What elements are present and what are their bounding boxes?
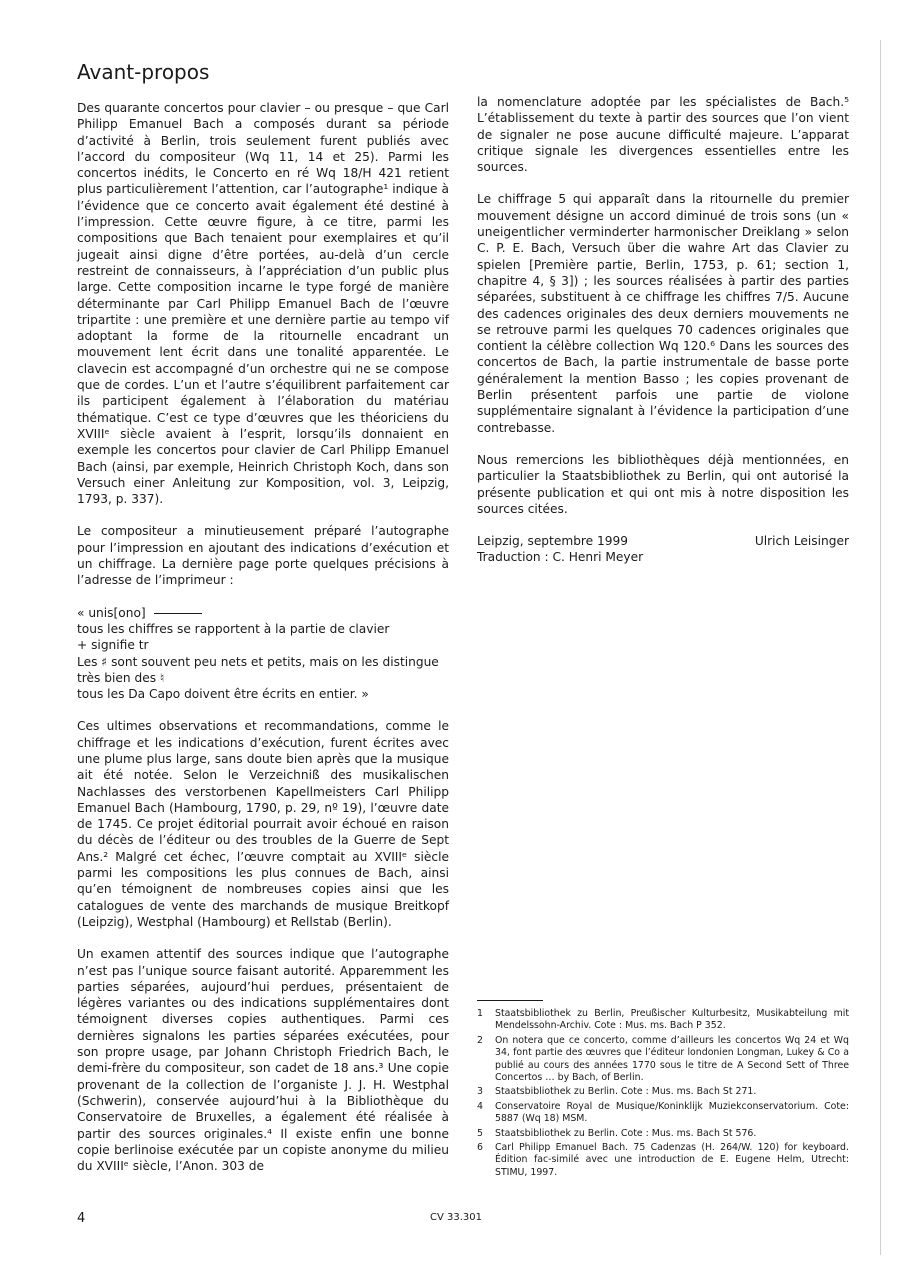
footnote-number: 6: [477, 1142, 483, 1154]
paragraph-intro: Des quarante concertos pour clavier – ou presque – que Carl Philipp Emanuel Bach a composés durant sa période d’activité à Berlin, trois seulement furent publiés avec l’accord du compositeur (Wq 11, 14 et 25). Parmi les concertos inédits, le Concerto en ré Wq 18/H 421 retient plus particulièrement l’attention, car l’autographe¹ indique à l’évidence que ce concerto avait également été destiné à l’impression. Cette œuvre figure, à ce titre, parmi les compositions que Bach tenaient pour exemplaires et qu’il jugeait ainsi digne d’être portées, au-delà d’un cercle restreint de connaisseurs, à l’appréciation d’un public plus large. Cette composition incarne le type forgé de manière déterminante par Carl Philipp Emanuel Bach de l’œuvre tripartite : une première et une dernière partie au tempo vif adoptant la forme de la ritournelle encadrant un mouvement lent écrit dans une tonalité apparentée. Le clavecin est accompagné d’un orchestre qui ne se compose que de cordes. L’un et l’autre s’équilibrent parfaitement car ils participent également à l’élaboration du matériau thématique. C’est ce type d’œuvres que les théoriciens du XVIIIᵉ siècle avaient à l’esprit, lorsqu’ils donnaient en exemple les concertos pour clavier de Carl Philipp Emanuel Bach (ainsi, par exemple, Heinrich Christoph Koch, dans son Versuch einer Anleitung zur Komposition, vol. 3, Leipzig, 1793, p. 337).: [77, 101, 449, 507]
footnote-text: Staatsbibliothek zu Berlin, Preußischer Kulturbesitz, Musikabteilung mit Mendelssohn-Archiv. Cote : Mus. ms. Bach P 352.: [495, 1008, 849, 1032]
footnote: [477, 1142, 849, 1179]
paragraph-observations: Ces ultimes observations et recommandations, comme le chiffrage et les indications d’exécution, furent écrites avec une plume plus large, sans doute bien après que la musique ait été notée. Selon le Verzeichniß des musikalischen Nachlasses des verstorbenen Kapellmeisters Carl Philipp Emanuel Bach (Hambourg, 1790, p. 29, nº 19), l’œuvre date de 1745. Ce projet éditorial pourrait avoir échoué en raison du décès de l’éditeur ou des troubles de la Guerre de Sept Ans.² Malgré cet échec, l’œuvre comptait au XVIIIᵉ siècle parmi les compositions les plus connues de Bach, ainsi qu’en témoignent de nombreuses copies ainsi que les catalogues de vente des marchands de musique Breitkopf (Leipzig), Westphal (Hambourg) et Rellstab (Berlin).: [77, 719, 449, 929]
quote-line: tous les chiffres se rapportent à la partie de clavier: [77, 621, 390, 636]
footnote-text: Conservatoire Royal de Musique/Koninklijk Muziekconservatorium. Cote: 5887 (Wq 18) MSM.: [495, 1100, 849, 1125]
footnote-number: 1: [477, 1008, 483, 1019]
paragraph-thanks: Nous remercions les bibliothèques déjà mentionnées, en particulier la Staatsbibliothek zu Berlin, qui ont autorisé la présente publication et qui ont mis à notre disposition les sources citées.: [477, 452, 849, 516]
quote-line: « unis[ono]: [77, 605, 449, 621]
page-number: 4: [77, 1211, 86, 1226]
footnote-number: 3: [477, 1086, 483, 1098]
quote-line: tous les Da Capo doivent être écrits en entier. »: [77, 687, 369, 702]
translation-credit: Traduction : C. Henri Meyer: [477, 550, 644, 565]
catalog-code: CV 33.301: [430, 1212, 482, 1223]
paragraph-figures: Le chiffrage 5 qui apparaît dans la ritournelle du premier mouvement désigne un accord diminué de trois sons (un « uneigentlicher verminderter harmonischer Dreiklang » selon C. P. E. Bach, Versuch über die wahre Art das Clavier zu spielen [Première partie, Berlin, 1753, p. 61; section 1, chapitre 4, § 3]) ; les sources réalisées à partir des parties séparées, substituent à ce chiffrage les chiffres 7/5. Aucune des cadences originales des deux derniers mouvements ne se retrouve parmi les quelques 70 cadences originales que contient la célèbre collection Wq 120.⁶ Dans les sources des concertos de Bach, la partie instrumentale de basse porte généralement la mention Basso ; les copies provenant de Berlin présentent parfois une partie de violone supplémentaire signalant à l’évidence la participation d’une contrebasse.: [477, 192, 849, 435]
footnote-separator: [477, 1000, 543, 1001]
paragraph-autograph: Le compositeur a minutieusement préparé l’autographe pour l’impression en ajoutant des indications d’exécution et un chiffrage. La dernière page porte quelques précisions à l’adresse de l’imprimeur :: [77, 524, 449, 588]
footnote: [477, 1128, 849, 1140]
footnote-text: On notera que ce concerto, comme d’ailleurs les concertos Wq 24 et Wq 34, font partie des œuvres que l’éditeur londonien Longman, Lukey & Co a publié au cours des années 1770 sous le titre de A Second Sett of Three Concertos … by Bach, of Berlin.: [495, 1034, 849, 1084]
footnote: [477, 1035, 849, 1085]
quote-line: Les ♯ sont souvent peu nets et petits, mais on les distingue très bien des ♮: [77, 654, 439, 685]
left-column: [77, 60, 449, 1190]
page-edge-line: [880, 40, 881, 1255]
footnotes: [477, 1000, 849, 1181]
place-date: Leipzig, septembre 1999: [477, 534, 629, 549]
right-column: [477, 94, 849, 566]
footnote: [477, 1101, 849, 1126]
signature-line: [477, 533, 849, 549]
footnote-text: Staatsbibliothek zu Berlin. Cote : Mus. ms. Bach St 271.: [495, 1086, 757, 1098]
footnote-number: 5: [477, 1127, 483, 1139]
quote-line: + signifie tr: [77, 638, 149, 653]
paragraph-nomenclature: la nomenclature adoptée par les spécialistes de Bach.⁵ L’établissement du texte à partir des sources que l’on vient de signaler ne pose aucune difficulté majeure. L’apparat critique signale les divergences essentielles entre les sources.: [477, 95, 849, 175]
footnote-number: 2: [477, 1034, 483, 1046]
footnote: [477, 1008, 849, 1033]
footnote-number: 4: [477, 1100, 483, 1112]
footnote-text: Staatsbibliothek zu Berlin. Cote : Mus. ms. Bach St 576.: [495, 1127, 757, 1139]
unisono-rule: [154, 613, 202, 614]
footnote-text: Carl Philipp Emanuel Bach. 75 Cadenzas (H. 264/W. 120) for keyboard. Édition fac-similé avec une introduction de E. Eugene Helm, Utrecht: STIMU, 1997.: [495, 1142, 849, 1178]
paragraph-sources: Un examen attentif des sources indique que l’autographe n’est pas l’unique source faisant autorité. Apparemment les parties séparées, aujourd’hui perdues, présentaient de légères variantes ou des indications supplémentaires dont témoignent diverses copies authentiques. Parmi ces dernières signalons les parties séparées exécutées, pour son propre usage, par Johann Christoph Friedrich Bach, le demi-frère du compositeur, son cadet de 18 ans.³ Une copie provenant de la collection de l’organiste J. J. H. Westphal (Schwerin), conservée aujourd’hui à la Bibliothèque du Conservatoire de Bruxelles, a également été réalisée à partir des sources originales.⁴ Il existe enfin une bonne copie berlinoise exécutée par un copiste anonyme du milieu du XVIIIᵉ siècle, l’Anon. 303 de: [77, 947, 449, 1174]
printer-instructions-quote: [77, 605, 449, 703]
page-title: Avant-propos: [77, 60, 210, 84]
footnote: [477, 1086, 849, 1098]
author-name: Ulrich Leisinger: [754, 534, 849, 549]
